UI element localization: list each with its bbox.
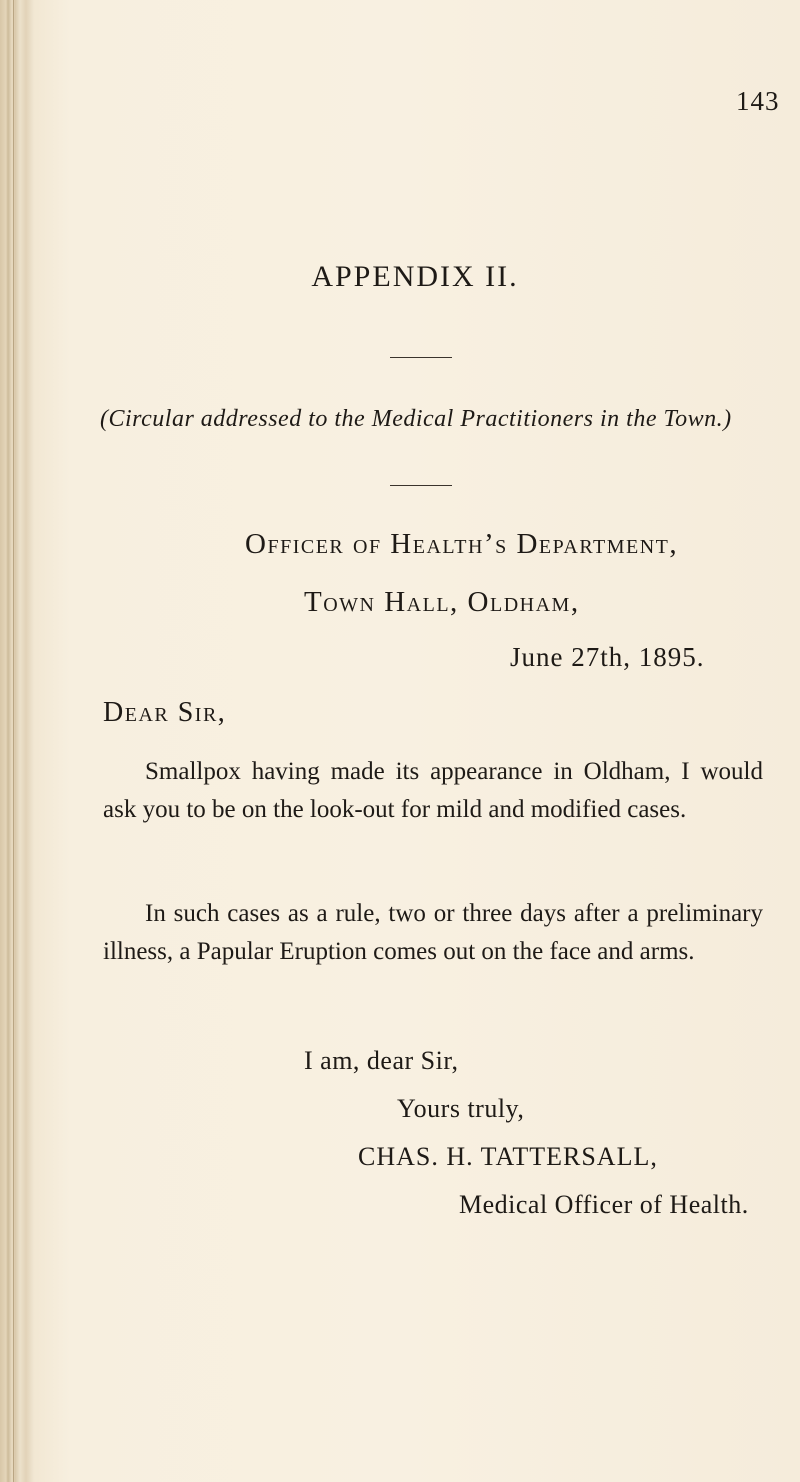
closing-line: I am, dear Sir, [304,1046,459,1075]
address-town-hall: Town Hall, Oldham, [304,586,580,618]
signature-name: CHAS. H. TATTERSALL, [358,1142,658,1171]
body-paragraph-1: Smallpox having made its appearance in Oldham, I would ask you to be on the look-out for mild and modified cases. [103,758,763,823]
salutation: Dear Sir, [103,697,227,728]
closing-yours-truly: Yours truly, [397,1094,525,1123]
circular-subtitle: (Circular addressed to the Medical Practitioners in the Town.) [100,406,732,432]
signature-title: Medical Officer of Health. [459,1190,749,1219]
binding-crease [13,0,14,1482]
book-binding-edge [0,0,34,1482]
body-paragraph-2: In such cases as a rule, two or three days after a preliminary illness, a Papular Eruption comes out on the face and arms. [103,900,763,965]
page-number: 143 [736,86,780,116]
letter-date: June 27th, 1895. [510,642,705,672]
appendix-heading: APPENDIX II. [311,260,519,293]
address-department: Officer of Health’s Department, [245,528,679,560]
divider-rule-top [390,357,452,358]
divider-rule-bottom [390,485,452,486]
